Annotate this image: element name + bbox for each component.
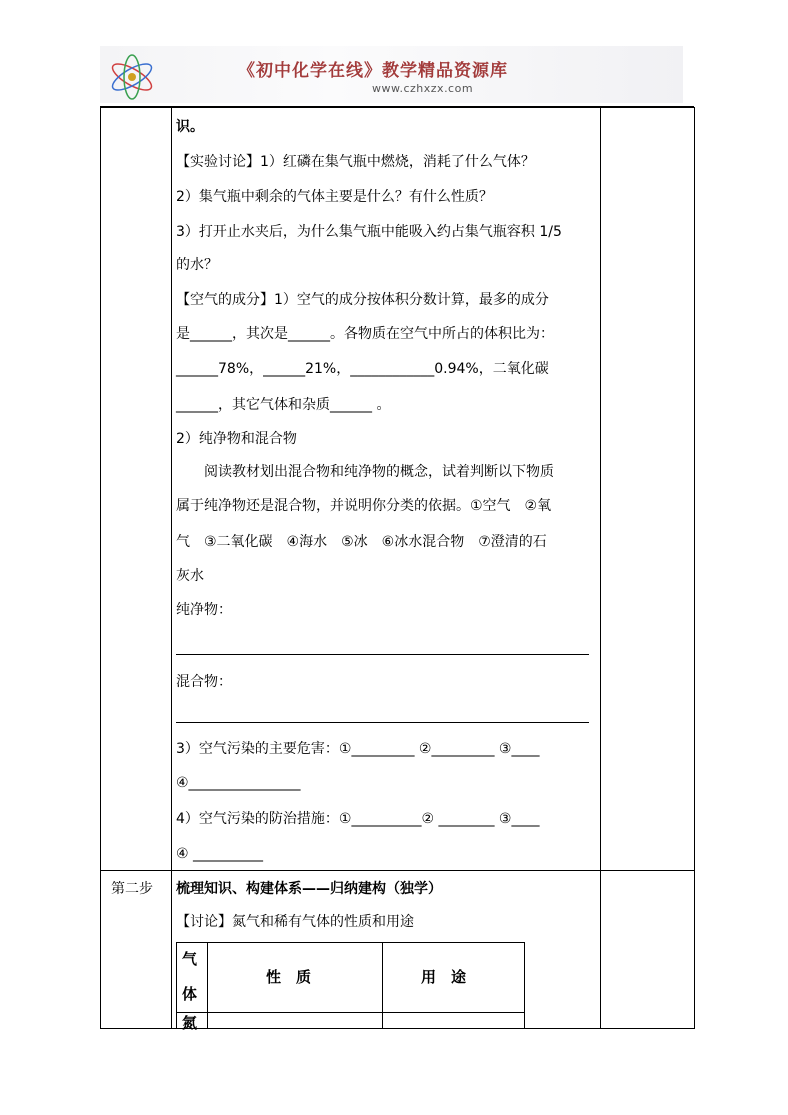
header-property: 性 质 (266, 968, 312, 986)
label-pure-substance: 纯净物： (176, 602, 232, 618)
discussion-prompt: 【讨论】氮气和稀有气体的性质和用途 (176, 914, 414, 930)
text-line: ______，其它气体和杂质______ 。 (176, 397, 391, 413)
inner-table-right (524, 942, 525, 1029)
inner-table-left (176, 942, 177, 1029)
text-line: 气 ③二氧化碳 ④海水 ⑤冰 ⑥冰水混合物 ⑦澄清的石 (176, 534, 547, 550)
text-line: 4）空气污染的防治措施：①__________② ________ ③____ (176, 811, 540, 827)
inner-table-header-bottom (176, 1012, 524, 1013)
label-mixture: 混合物： (176, 674, 232, 690)
text-line: 识。 (176, 119, 204, 135)
step-heading: 梳理知识、构建体系——归纳建构（独学） (176, 881, 442, 897)
table-col-divider-1 (171, 107, 172, 1029)
inner-table-top (176, 942, 524, 943)
header-gas-char-1: 气 (182, 950, 198, 968)
text-line: 2）纯净物和混合物 (176, 431, 297, 447)
header-gas-char-2: 体 (182, 985, 198, 1003)
atom-logo-icon (104, 52, 160, 102)
text-line: 3）打开止水夹后，为什么集气瓶中能吸入约占集气瓶容积 1/5 (176, 224, 562, 240)
text-line: 属于纯净物还是混合物，并说明你分类的依据。①空气 ②氧 (176, 498, 552, 514)
header-use: 用 途 (421, 968, 467, 986)
table-right-border (694, 107, 695, 1029)
text-line: 的水？ (176, 257, 218, 273)
table-row-divider (100, 870, 694, 871)
text-line: ④________________ (176, 775, 301, 791)
text-line: ______78%，______21%，____________0.94%，二氧化碳 (176, 361, 549, 377)
text-line: 【实验讨论】1）红磷在集气瓶中燃烧，消耗了什么气体？ (176, 154, 535, 170)
inner-table-col-1 (207, 942, 208, 1029)
inner-table-col-2 (382, 942, 383, 1029)
header-url[interactable]: www.czhxzx.com (372, 82, 474, 95)
step-label: 第二步 (111, 881, 153, 897)
table-col-divider-2 (600, 107, 601, 1029)
text-line: ④ __________ (176, 846, 264, 862)
text-line: 是______，其次是______。各物质在空气中所占的体积比为： (176, 326, 554, 342)
answer-line-pure-substance[interactable] (176, 654, 589, 655)
text-line: 阅读教材划出混合物和纯净物的概念，试着判断以下物质 (176, 464, 554, 480)
table-left-border (100, 107, 101, 1029)
header-title: 《初中化学在线》教学精品资源库 (238, 61, 508, 81)
text-line: 3）空气污染的主要危害：①_________ ②_________ ③____ (176, 741, 540, 757)
text-line: 2）集气瓶中剩余的气体主要是什么？有什么性质？ (176, 189, 493, 205)
text-line: 灰水 (176, 568, 204, 584)
text-line: 【空气的成分】1）空气的成分按体积分数计算，最多的成分 (176, 292, 549, 308)
row-gas-nitrogen: 氮 (182, 1014, 198, 1032)
answer-line-mixture[interactable] (176, 722, 589, 723)
table-top-border (100, 106, 694, 108)
